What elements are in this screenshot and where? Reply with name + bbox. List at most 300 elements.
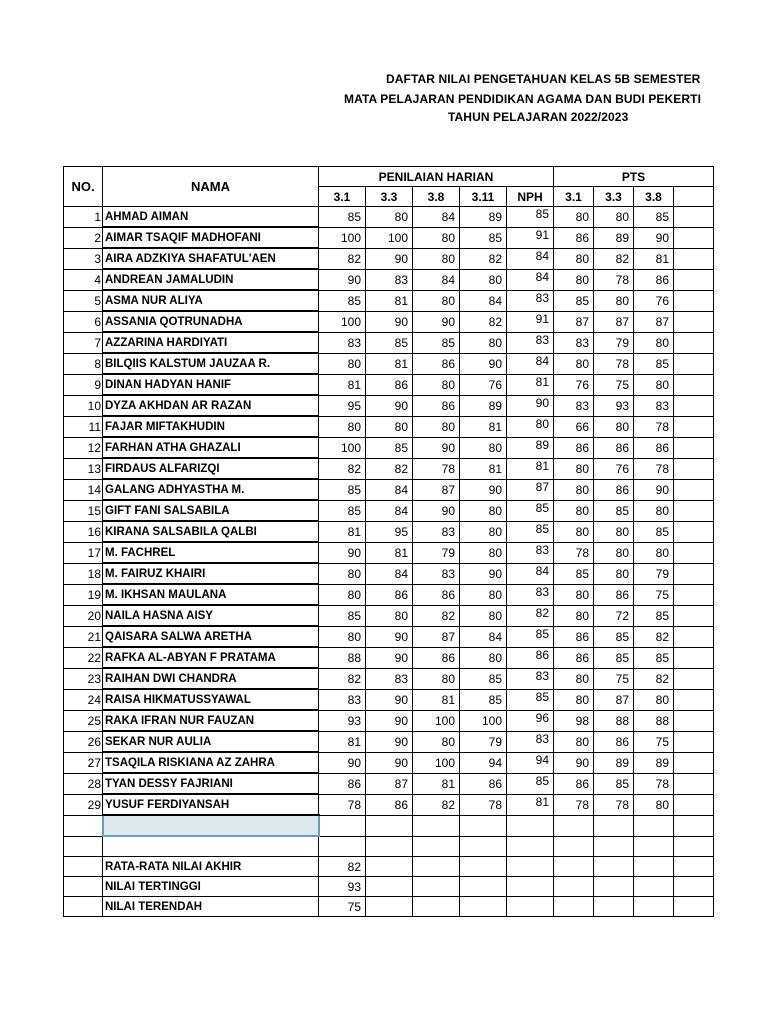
ph-score[interactable]: 87 (413, 626, 460, 647)
nph-score[interactable]: 89 (507, 437, 554, 458)
ph-score[interactable]: 94 (460, 752, 507, 773)
pts-score[interactable]: 83 (554, 395, 594, 416)
grid-cell[interactable] (674, 416, 714, 437)
pts-score[interactable]: 80 (594, 416, 634, 437)
ph-score[interactable]: 81 (413, 773, 460, 794)
grid-cell[interactable] (366, 836, 413, 857)
nph-score[interactable]: 84 (507, 563, 554, 584)
row-number[interactable]: 25 (64, 710, 103, 731)
grid-cell[interactable] (413, 836, 460, 857)
grid-cell[interactable] (319, 815, 366, 836)
ph-score[interactable]: 90 (460, 479, 507, 500)
pts-score[interactable]: 80 (554, 500, 594, 521)
pts-score[interactable]: 89 (594, 227, 634, 248)
pts-score[interactable]: 87 (594, 689, 634, 710)
ph-score[interactable]: 78 (460, 794, 507, 815)
ph-score[interactable]: 80 (413, 731, 460, 752)
pts-score[interactable]: 80 (594, 563, 634, 584)
grid-cell[interactable] (413, 815, 460, 836)
ph-score[interactable]: 85 (460, 668, 507, 689)
ph-score[interactable]: 82 (460, 248, 507, 269)
ph-score[interactable]: 80 (319, 626, 366, 647)
ph-score[interactable]: 87 (413, 479, 460, 500)
grid-cell[interactable] (507, 877, 554, 897)
grid-cell[interactable] (674, 877, 714, 897)
nph-score[interactable]: 83 (507, 542, 554, 563)
grid-cell[interactable] (674, 815, 714, 836)
ph-score[interactable]: 81 (319, 731, 366, 752)
grid-cell[interactable] (674, 458, 714, 479)
student-name[interactable]: AIMAR TSAQIF MADHOFANI (103, 227, 319, 248)
ph-score[interactable]: 85 (366, 437, 413, 458)
ph-score[interactable]: 83 (366, 269, 413, 290)
ph-score[interactable]: 81 (319, 374, 366, 395)
row-number[interactable]: 15 (64, 500, 103, 521)
nph-score[interactable]: 81 (507, 374, 554, 395)
row-number[interactable]: 9 (64, 374, 103, 395)
pts-score[interactable]: 76 (634, 290, 674, 311)
nph-score[interactable]: 84 (507, 248, 554, 269)
pts-score[interactable]: 80 (634, 374, 674, 395)
ph-score[interactable]: 84 (366, 563, 413, 584)
pts-score[interactable]: 78 (634, 773, 674, 794)
row-number[interactable]: 21 (64, 626, 103, 647)
ph-score[interactable]: 80 (460, 437, 507, 458)
ph-score[interactable]: 90 (460, 353, 507, 374)
ph-score[interactable]: 81 (460, 416, 507, 437)
pts-score[interactable]: 80 (554, 689, 594, 710)
pts-score[interactable]: 85 (634, 605, 674, 626)
student-name[interactable]: GALANG ADHYASTHA M. (103, 479, 319, 500)
grid-cell[interactable] (460, 857, 507, 877)
highest-value[interactable]: 93 (319, 877, 366, 897)
pts-score[interactable]: 87 (594, 311, 634, 332)
pts-score[interactable]: 82 (634, 668, 674, 689)
pts-score[interactable]: 88 (594, 710, 634, 731)
pts-score[interactable]: 80 (554, 584, 594, 605)
grid-cell[interactable] (674, 605, 714, 626)
nph-score[interactable]: 96 (507, 710, 554, 731)
ph-score[interactable]: 90 (366, 647, 413, 668)
pts-score[interactable]: 87 (634, 311, 674, 332)
grid-cell[interactable] (460, 836, 507, 857)
ph-score[interactable]: 81 (366, 353, 413, 374)
nph-score[interactable]: 82 (507, 605, 554, 626)
student-name[interactable]: FARHAN ATHA GHAZALI (103, 437, 319, 458)
ph-score[interactable]: 80 (319, 563, 366, 584)
pts-score[interactable]: 72 (594, 605, 634, 626)
grid-cell[interactable] (674, 269, 714, 290)
ph-score[interactable]: 100 (413, 752, 460, 773)
student-name[interactable]: ANDREAN JAMALUDIN (103, 269, 319, 290)
pts-score[interactable]: 78 (594, 353, 634, 374)
grid-cell[interactable] (674, 710, 714, 731)
ph-score[interactable]: 90 (366, 689, 413, 710)
pts-score[interactable]: 87 (554, 311, 594, 332)
ph-score[interactable]: 100 (460, 710, 507, 731)
pts-score[interactable]: 75 (634, 584, 674, 605)
ph-score[interactable]: 76 (460, 374, 507, 395)
ph-score[interactable]: 85 (413, 332, 460, 353)
grid-cell[interactable] (594, 877, 634, 897)
ph-score[interactable]: 85 (460, 227, 507, 248)
grid-cell[interactable] (674, 395, 714, 416)
ph-score[interactable]: 80 (413, 416, 460, 437)
student-name[interactable]: YUSUF FERDIYANSAH (103, 794, 319, 815)
ph-score[interactable]: 90 (319, 752, 366, 773)
ph-score[interactable]: 81 (366, 542, 413, 563)
nph-score[interactable]: 83 (507, 584, 554, 605)
ph-score[interactable]: 90 (319, 269, 366, 290)
pts-score[interactable]: 83 (554, 332, 594, 353)
pts-score[interactable]: 78 (594, 794, 634, 815)
grid-cell[interactable] (674, 479, 714, 500)
nph-score[interactable]: 84 (507, 269, 554, 290)
nph-score[interactable]: 85 (507, 689, 554, 710)
grid-cell[interactable] (507, 815, 554, 836)
pts-score[interactable]: 80 (634, 332, 674, 353)
ph-score[interactable]: 90 (366, 731, 413, 752)
ph-score[interactable]: 84 (460, 626, 507, 647)
pts-score[interactable]: 86 (554, 647, 594, 668)
ph-score[interactable]: 84 (460, 290, 507, 311)
pts-score[interactable]: 80 (554, 207, 594, 228)
pts-score[interactable]: 90 (634, 227, 674, 248)
grid-cell[interactable] (64, 815, 103, 836)
ph-score[interactable]: 90 (460, 563, 507, 584)
grid-cell[interactable] (319, 836, 366, 857)
ph-score[interactable]: 80 (319, 353, 366, 374)
grid-cell[interactable] (554, 897, 594, 917)
student-name[interactable]: BILQIIS KALSTUM JAUZAA R. (103, 353, 319, 374)
pts-score[interactable]: 80 (634, 689, 674, 710)
ph-score[interactable]: 86 (366, 584, 413, 605)
grid-cell[interactable] (674, 332, 714, 353)
nph-score[interactable]: 85 (507, 207, 554, 228)
ph-score[interactable]: 90 (366, 311, 413, 332)
grid-cell[interactable] (594, 836, 634, 857)
ph-score[interactable]: 80 (460, 647, 507, 668)
row-number[interactable]: 3 (64, 248, 103, 269)
grid-cell[interactable] (674, 773, 714, 794)
ph-score[interactable]: 100 (319, 227, 366, 248)
row-number[interactable]: 8 (64, 353, 103, 374)
nph-score[interactable]: 91 (507, 227, 554, 248)
ph-score[interactable]: 82 (319, 458, 366, 479)
pts-score[interactable]: 79 (594, 332, 634, 353)
pts-score[interactable]: 80 (554, 521, 594, 542)
nph-score[interactable]: 90 (507, 395, 554, 416)
pts-score[interactable]: 85 (634, 521, 674, 542)
pts-score[interactable]: 76 (594, 458, 634, 479)
nph-score[interactable]: 91 (507, 311, 554, 332)
grid-cell[interactable] (674, 227, 714, 248)
pts-score[interactable]: 86 (554, 437, 594, 458)
ph-score[interactable]: 80 (460, 269, 507, 290)
ph-score[interactable]: 90 (319, 542, 366, 563)
ph-score[interactable]: 90 (413, 437, 460, 458)
grid-cell[interactable] (634, 857, 674, 877)
pts-score[interactable]: 85 (634, 207, 674, 228)
ph-score[interactable]: 86 (460, 773, 507, 794)
ph-score[interactable]: 78 (413, 458, 460, 479)
ph-score[interactable]: 100 (319, 311, 366, 332)
grid-cell[interactable] (674, 584, 714, 605)
pts-score[interactable]: 80 (554, 248, 594, 269)
nph-score[interactable]: 83 (507, 731, 554, 752)
ph-score[interactable]: 82 (319, 248, 366, 269)
pts-score[interactable]: 80 (554, 458, 594, 479)
pts-score[interactable]: 93 (594, 395, 634, 416)
ph-score[interactable]: 85 (366, 332, 413, 353)
student-name[interactable]: FAJAR MIFTAKHUDIN (103, 416, 319, 437)
ph-score[interactable]: 84 (366, 500, 413, 521)
student-name[interactable]: TSAQILA RISKIANA AZ ZAHRA (103, 752, 319, 773)
ph-score[interactable]: 90 (366, 752, 413, 773)
grid-cell[interactable] (366, 897, 413, 917)
student-name[interactable]: M. FACHREL (103, 542, 319, 563)
pts-score[interactable]: 80 (554, 479, 594, 500)
pts-score[interactable]: 80 (594, 542, 634, 563)
pts-score[interactable]: 82 (594, 248, 634, 269)
pts-score[interactable]: 80 (634, 500, 674, 521)
ph-score[interactable]: 90 (366, 248, 413, 269)
grid-cell[interactable] (103, 836, 319, 857)
row-number[interactable]: 14 (64, 479, 103, 500)
grid-cell[interactable] (64, 877, 103, 897)
pts-score[interactable]: 80 (594, 521, 634, 542)
grid-cell[interactable] (674, 857, 714, 877)
grid-cell[interactable] (674, 248, 714, 269)
pts-score[interactable]: 80 (554, 605, 594, 626)
row-number[interactable]: 18 (64, 563, 103, 584)
ph-score[interactable]: 81 (366, 290, 413, 311)
pts-score[interactable]: 80 (554, 731, 594, 752)
average-value[interactable]: 82 (319, 857, 366, 877)
pts-score[interactable]: 78 (554, 542, 594, 563)
grid-cell[interactable] (674, 311, 714, 332)
ph-score[interactable]: 84 (413, 269, 460, 290)
ph-score[interactable]: 81 (413, 689, 460, 710)
ph-score[interactable]: 85 (319, 207, 366, 228)
grid-cell[interactable] (674, 668, 714, 689)
pts-score[interactable]: 80 (554, 353, 594, 374)
pts-score[interactable]: 86 (554, 773, 594, 794)
row-number[interactable]: 10 (64, 395, 103, 416)
pts-score[interactable]: 80 (554, 269, 594, 290)
pts-score[interactable]: 89 (634, 752, 674, 773)
row-number[interactable]: 24 (64, 689, 103, 710)
row-number[interactable]: 1 (64, 207, 103, 228)
pts-score[interactable]: 88 (634, 710, 674, 731)
grid-cell[interactable] (674, 290, 714, 311)
grid-cell[interactable] (64, 857, 103, 877)
ph-score[interactable]: 81 (319, 521, 366, 542)
pts-score[interactable]: 80 (634, 794, 674, 815)
ph-score[interactable]: 90 (413, 500, 460, 521)
pts-score[interactable]: 86 (594, 731, 634, 752)
nph-score[interactable]: 85 (507, 521, 554, 542)
lowest-value[interactable]: 75 (319, 897, 366, 917)
grid-cell[interactable] (634, 897, 674, 917)
ph-score[interactable]: 86 (366, 794, 413, 815)
pts-score[interactable]: 85 (594, 773, 634, 794)
pts-score[interactable]: 86 (594, 437, 634, 458)
student-name[interactable]: AZZARINA HARDIYATI (103, 332, 319, 353)
pts-score[interactable]: 85 (634, 353, 674, 374)
nph-score[interactable]: 94 (507, 752, 554, 773)
student-name[interactable]: RAIHAN DWI CHANDRA (103, 668, 319, 689)
ph-score[interactable]: 83 (319, 332, 366, 353)
nph-score[interactable]: 80 (507, 416, 554, 437)
ph-score[interactable]: 81 (460, 458, 507, 479)
ph-score[interactable]: 85 (319, 290, 366, 311)
grid-cell[interactable] (674, 563, 714, 584)
row-number[interactable]: 12 (64, 437, 103, 458)
pts-score[interactable]: 89 (594, 752, 634, 773)
ph-score[interactable]: 87 (366, 773, 413, 794)
ph-score[interactable]: 80 (460, 542, 507, 563)
row-number[interactable]: 5 (64, 290, 103, 311)
grid-cell[interactable] (507, 836, 554, 857)
ph-score[interactable]: 86 (319, 773, 366, 794)
row-number[interactable]: 27 (64, 752, 103, 773)
ph-score[interactable]: 95 (366, 521, 413, 542)
nph-score[interactable]: 85 (507, 626, 554, 647)
grid-cell[interactable] (674, 626, 714, 647)
pts-score[interactable]: 81 (634, 248, 674, 269)
lowest-label[interactable]: NILAI TERENDAH (103, 897, 319, 917)
student-name[interactable]: AHMAD AIMAN (103, 207, 319, 228)
ph-score[interactable]: 82 (366, 458, 413, 479)
grid-cell[interactable] (674, 794, 714, 815)
highest-label[interactable]: NILAI TERTINGGI (103, 877, 319, 897)
grid-cell[interactable] (674, 689, 714, 710)
nph-score[interactable]: 85 (507, 500, 554, 521)
ph-score[interactable]: 89 (460, 395, 507, 416)
grid-cell[interactable] (413, 857, 460, 877)
grid-cell[interactable] (674, 542, 714, 563)
grid-cell[interactable] (507, 897, 554, 917)
row-number[interactable]: 20 (64, 605, 103, 626)
grid-cell[interactable] (413, 897, 460, 917)
ph-score[interactable]: 80 (366, 605, 413, 626)
nph-score[interactable]: 84 (507, 353, 554, 374)
nph-score[interactable]: 83 (507, 332, 554, 353)
nph-score[interactable]: 81 (507, 458, 554, 479)
grid-cell[interactable] (594, 897, 634, 917)
ph-score[interactable]: 80 (366, 207, 413, 228)
average-label[interactable]: RATA-RATA NILAI AKHIR (103, 857, 319, 877)
row-number[interactable]: 29 (64, 794, 103, 815)
ph-score[interactable]: 85 (319, 605, 366, 626)
ph-score[interactable]: 83 (413, 521, 460, 542)
pts-score[interactable]: 86 (634, 437, 674, 458)
nph-score[interactable]: 85 (507, 773, 554, 794)
ph-score[interactable]: 82 (460, 311, 507, 332)
grid-cell[interactable] (674, 353, 714, 374)
pts-score[interactable]: 85 (554, 290, 594, 311)
ph-score[interactable]: 80 (460, 584, 507, 605)
student-name[interactable]: DYZA AKHDAN AR RAZAN (103, 395, 319, 416)
ph-score[interactable]: 86 (413, 647, 460, 668)
row-number[interactable]: 23 (64, 668, 103, 689)
row-number[interactable]: 6 (64, 311, 103, 332)
grid-cell[interactable] (460, 877, 507, 897)
ph-score[interactable]: 86 (413, 584, 460, 605)
grid-cell[interactable] (366, 815, 413, 836)
ph-score[interactable]: 83 (319, 689, 366, 710)
ph-score[interactable]: 78 (319, 794, 366, 815)
ph-score[interactable]: 82 (413, 605, 460, 626)
ph-score[interactable]: 90 (366, 626, 413, 647)
grid-cell[interactable] (594, 857, 634, 877)
student-name[interactable]: M. IKHSAN MAULANA (103, 584, 319, 605)
ph-score[interactable]: 90 (366, 710, 413, 731)
nph-score[interactable]: 86 (507, 647, 554, 668)
ph-score[interactable]: 80 (460, 500, 507, 521)
ph-score[interactable]: 86 (413, 353, 460, 374)
pts-score[interactable]: 82 (634, 626, 674, 647)
row-number[interactable]: 11 (64, 416, 103, 437)
grid-cell[interactable] (674, 836, 714, 857)
ph-score[interactable]: 83 (366, 668, 413, 689)
student-name[interactable]: ASSANIA QOTRUNADHA (103, 311, 319, 332)
student-name[interactable]: DINAN HADYAN HANIF (103, 374, 319, 395)
student-name[interactable]: RAFKA AL-ABYAN F PRATAMA (103, 647, 319, 668)
pts-score[interactable]: 86 (634, 269, 674, 290)
pts-score[interactable]: 85 (594, 647, 634, 668)
pts-score[interactable]: 78 (634, 458, 674, 479)
ph-score[interactable]: 85 (460, 689, 507, 710)
pts-score[interactable]: 78 (594, 269, 634, 290)
grid-cell[interactable] (413, 877, 460, 897)
pts-score[interactable]: 75 (594, 668, 634, 689)
grid-cell[interactable] (554, 877, 594, 897)
ph-score[interactable]: 86 (366, 374, 413, 395)
student-name[interactable]: NAILA HASNA AISY (103, 605, 319, 626)
student-name[interactable]: M. FAIRUZ KHAIRI (103, 563, 319, 584)
ph-score[interactable]: 80 (413, 227, 460, 248)
ph-score[interactable]: 100 (319, 437, 366, 458)
pts-score[interactable]: 80 (594, 207, 634, 228)
ph-score[interactable]: 89 (460, 207, 507, 228)
ph-score[interactable]: 95 (319, 395, 366, 416)
ph-score[interactable]: 84 (366, 479, 413, 500)
pts-score[interactable]: 76 (554, 374, 594, 395)
row-number[interactable]: 22 (64, 647, 103, 668)
pts-score[interactable]: 86 (594, 479, 634, 500)
pts-score[interactable]: 85 (594, 500, 634, 521)
ph-score[interactable]: 80 (319, 584, 366, 605)
grid-cell[interactable] (674, 500, 714, 521)
grid-cell[interactable] (366, 877, 413, 897)
grid-cell[interactable] (674, 437, 714, 458)
grid-cell[interactable] (634, 815, 674, 836)
pts-score[interactable]: 85 (634, 647, 674, 668)
nph-score[interactable]: 83 (507, 668, 554, 689)
pts-score[interactable]: 86 (554, 626, 594, 647)
grid-cell[interactable] (507, 857, 554, 877)
ph-score[interactable]: 82 (413, 794, 460, 815)
pts-score[interactable]: 78 (634, 416, 674, 437)
ph-score[interactable]: 93 (319, 710, 366, 731)
pts-score[interactable]: 79 (634, 563, 674, 584)
ph-score[interactable]: 100 (366, 227, 413, 248)
ph-score[interactable]: 79 (413, 542, 460, 563)
pts-score[interactable]: 98 (554, 710, 594, 731)
grid-cell[interactable] (674, 374, 714, 395)
